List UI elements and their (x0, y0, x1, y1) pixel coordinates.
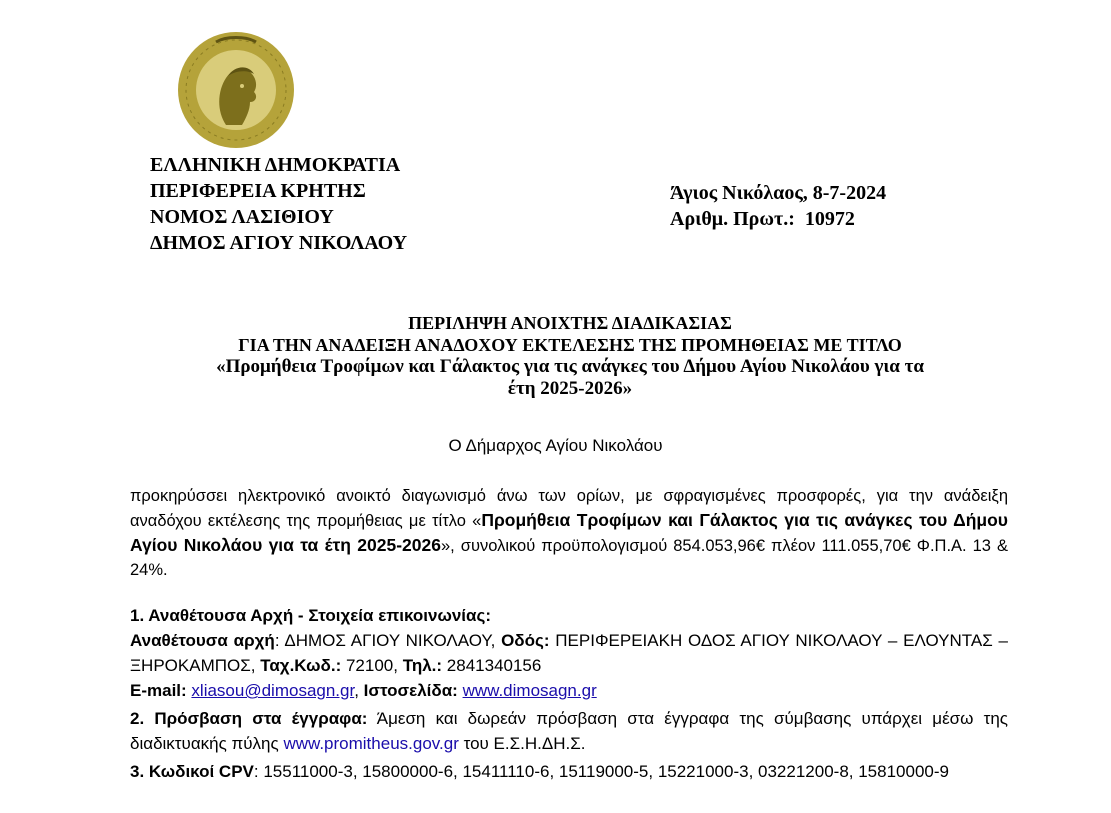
section-2-heading: 2. Πρόσβαση στα έγγραφα: (130, 709, 368, 728)
section-1-body (130, 628, 1008, 678)
section-3 (130, 759, 1008, 784)
phone-label: Τηλ.: (402, 656, 443, 675)
seal-icon (176, 30, 296, 150)
title-line: ΠΕΡΙΛΗΨΗ ΑΝΟΙΧΤΗΣ ΔΙΑΔΙΚΑΣΙΑΣ (408, 313, 732, 333)
street-label: Οδός: (501, 631, 550, 650)
issuer-block (150, 152, 407, 256)
protocol-line (670, 206, 886, 232)
website-link[interactable]: www.dimosagn.gr (462, 681, 597, 700)
place-date: Άγιος Νικόλαος, 8-7-2024 (670, 182, 887, 204)
cpv-codes: : 15511000-3, 15800000-6, 15411110-6, 15119000-5, 15221000-3, 03221200-8, 15810000-9 (253, 762, 949, 781)
sections (130, 603, 1008, 784)
issuer-line: ΕΛΛΗΝΙΚΗ ΔΗΜΟΚΡΑΤΙΑ (150, 154, 401, 176)
title-line: έτη 2025-2026» (507, 378, 633, 399)
section-3-heading: 3. Κωδικοί CPV (130, 762, 254, 781)
mayor-line: Ο Δήμαρχος Αγίου Νικολάου (448, 436, 663, 455)
zip-label: Ταχ.Κωδ.: (260, 656, 342, 675)
authority-label: Αναθέτουσα αρχή (130, 631, 275, 650)
promitheus-link[interactable]: www.promitheus.gov.gr (283, 734, 459, 753)
intro-paragraph (130, 484, 1008, 582)
protocol-number: 10972 (804, 208, 855, 230)
zip-value: 72100, (345, 656, 398, 675)
email-link[interactable]: xliasou@dimosagn.gr (191, 681, 355, 700)
phone-value: 2841340156 (446, 656, 542, 675)
document-title (120, 312, 1020, 400)
street-value: ΠΕΡΙΦΕΡΕΙΑΚΗ ΟΔΟΣ ΑΓΙΟΥ ΝΙΚΟΛΑΟΥ – ΕΛΟΥΝΤΑΣ – ΞΗΡΟΚΑΜΠΟΣ, (130, 631, 1008, 675)
seal-logo (176, 30, 296, 150)
web-label: Ιστοσελίδα: (363, 681, 458, 700)
issuer-line: ΝΟΜΟΣ ΛΑΣΙΘΙΟΥ (150, 206, 334, 228)
issuer-line: ΠΕΡΙΦΕΡΕΙΑ ΚΡΗΤΗΣ (150, 180, 366, 202)
section-2-text: Άμεση και δωρεάν πρόσβαση στα έγγραφα της σύμβασης υπάρχει μέσω της διαδικτυακής πύλης (130, 709, 1008, 753)
date-protocol-block (670, 180, 886, 232)
section-2 (130, 706, 1008, 756)
intro-text: προκηρύσσει ηλεκτρονικό ανοικτό διαγωνισμό άνω των ορίων, με σφραγισμένες προσφορές, για την ανάδειξη αναδόχου εκτέλεσης της προμήθειας με τίτλο « (130, 487, 1008, 530)
intro-bold-title: Προμήθεια Τροφίμων και Γάλακτος για τις ανάγκες του Δήμου Αγίου Νικολάου για τα έτη 2025-2026 (130, 510, 1008, 555)
authority-value: : ΔΗΜΟΣ ΑΓΙΟΥ ΝΙΚΟΛΑΟΥ, (274, 631, 496, 650)
email-label: E-mail: (130, 681, 187, 700)
section-1-heading: 1. Αναθέτουσα Αρχή - Στοιχεία επικοινωνίας: (130, 606, 491, 625)
section-2-text-end: του Ε.Σ.Η.ΔΗ.Σ. (463, 734, 586, 753)
intro-text-end: », συνολικού προϋπολογισμού 854.053,96€ πλέον 111.055,70€ Φ.Π.Α. 13 & 24%. (130, 537, 1009, 579)
issuer-line: ΔΗΜΟΣ ΑΓΙΟΥ ΝΙΚΟΛΑΟΥ (150, 232, 408, 254)
section-1-contact: E-mail: xliasou@dimosagn.gr, Ιστοσελίδα: www.dimosagn.gr (130, 681, 597, 700)
title-line: «Προμήθεια Τροφίμων και Γάλακτος για τις ανάγκες του Δήμου Αγίου Νικολάου για τα (216, 356, 924, 377)
title-line: ΓΙΑ ΤΗΝ ΑΝΑΔΕΙΞΗ ΑΝΑΔΟΧΟΥ ΕΚΤΕΛΕΣΗΣ ΤΗΣ ΠΡΟΜΗΘΕΙΑΣ ΜΕ ΤΙΤΛΟ (238, 335, 902, 355)
protocol-label: Αριθμ. Πρωτ.: (670, 208, 795, 230)
